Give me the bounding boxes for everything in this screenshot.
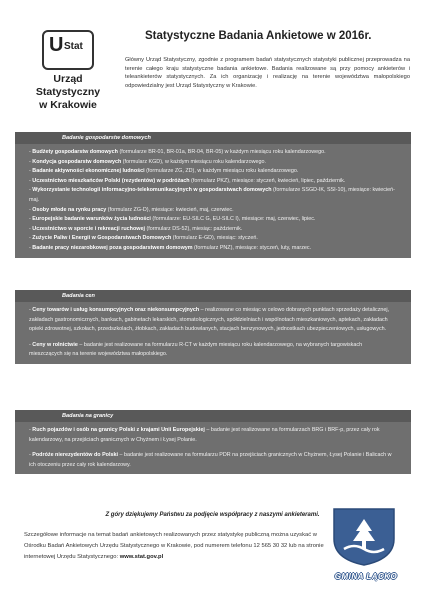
panel-heading: Badania na granicy bbox=[15, 410, 411, 422]
item-name: Wykorzystanie technologii informacyjno-telekomunikacyjnych w gospodarstwach domowych bbox=[32, 187, 272, 194]
item-detail: (formularz PKZ), miesiące: styczeń, kwiecień, lipiec, październik. bbox=[189, 177, 346, 184]
list-item: - Kondycja gospodarstw domowych (formularz KGD), w każdym miesiącu roku kalendarzowego. bbox=[29, 158, 266, 165]
item-name: Uczestnictwo w sporcie i rekreacji ruchowej bbox=[32, 225, 145, 232]
office-name bbox=[22, 73, 114, 112]
item-detail: (formularze: EU-SILC G, EU-SILC I), miesiące: maj, czerwiec, lipiec. bbox=[150, 216, 316, 223]
item-detail: – realizowane co miesiąc w celowo dobranych punktach sprzedaży detalicznej, zakładach gastronomicznych, bankach, gabinetach lekarskich, stomatologicznych, spółdzielniach i wspólnotach mieszkaniowych, aptekach, zakładach opieki zdrowotnej, szkołach, przedszkolach, żłobkach, zakładach budowlanych, stacjach benzynowych, jednostkach ubezpieczeniowych, usługowych. bbox=[29, 307, 390, 333]
list-item: - Ceny w rolnictwie – badanie jest realizowane na formularzu R-CT w każdym miesiącu roku kalendarzowego, na wybranych targowiskach mieszczących się na terenie województwa małopolskiego. bbox=[29, 341, 363, 358]
panel-body bbox=[15, 422, 411, 474]
item-detail: (formularze SSGD-IK, SSI-10), miesiące: kwiecień-maj. bbox=[29, 187, 395, 203]
item-detail: (formularz E-GD), miesiąc: styczeń. bbox=[171, 235, 258, 242]
item-detail: (formularz ZG-D), miesiące: kwiecień, maj, czerwiec. bbox=[106, 206, 234, 213]
item-name: Ceny w rolnictwie bbox=[32, 341, 78, 348]
panel-heading: Badanie gospodarstw domowych bbox=[15, 132, 411, 144]
item-name: Osoby młode na rynku pracy bbox=[32, 206, 107, 213]
gmina-crest-icon bbox=[328, 505, 400, 567]
list-item: - Europejskie badanie warunków życia ludności (formularze: EU-SILC G, EU-SILC I), miesiące: maj, czerwiec, lipiec. bbox=[29, 216, 316, 223]
ustat-logo-mark bbox=[42, 30, 94, 70]
item-name: Uczestnictwo mieszkańców Polski (rezydentów) w podróżach bbox=[32, 177, 190, 184]
item-name: Zużycie Paliw i Energii w Gospodarstwach Domowych bbox=[32, 235, 172, 242]
gus-logo bbox=[22, 30, 114, 112]
intro-paragraph: Główny Urząd Statystyczny, zgodnie z programem badań statystycznych statystyki publicznej przeprowadza na terenie całego kraju statystyczne badania ankietowe. Badania realizowane są przy pomocy ankieterów i teleankieterów statystycznych. Za ich organizację i realizację na terenie województwa małopolskiego odpowiedzialny jest Urząd Statystyczny w Krakowie. bbox=[125, 57, 410, 89]
household-surveys-panel bbox=[15, 132, 411, 258]
item-detail: (formularz KGD), w każdym miesiącu roku kalendarzowego. bbox=[121, 158, 266, 165]
price-surveys-panel bbox=[15, 290, 411, 364]
item-name: Badanie pracy niezarobkowej poza gospodarstwem domowym bbox=[32, 244, 193, 251]
border-surveys-panel bbox=[15, 410, 411, 474]
item-name: Kondycja gospodarstw domowych bbox=[32, 158, 122, 165]
item-detail: (formularze ZG, ZD), w każdym miesiącu roku kalendarzowego. bbox=[144, 168, 299, 175]
list-item: - Ceny towarów i usług konsumpcyjnych oraz niekonsumpcyjnych – realizowane co miesiąc w celowo dobranych punktach sprzedaży detalicznej, zakładach gastronomicznych, bankach, gabinetach lekarskich, stomatologicznych, spółdzielniach i wspólnotach mieszkaniowych, aptekach, zakładach opieki zdrowotnej, szkołach, przedszkolach, żłobkach, zakładach budowlanych, stacjach benzynowych, jednostkach ubezpieczeniowych, usługowych. bbox=[29, 307, 390, 333]
list-item: - Budżety gospodarstw domowych (formularze BR-01, BR-01a, BR-04, BR-05) w każdym miesiącu roku kalendarzowego. bbox=[29, 149, 326, 155]
item-name: Europejskie badanie warunków życia ludności bbox=[32, 216, 151, 223]
footer-info bbox=[24, 530, 334, 563]
page-title: Statystyczne Badania Ankietowe w 2016r. bbox=[145, 30, 372, 42]
item-detail: (formularze BR-01, BR-01a, BR-04, BR-05) w każdym miesiącu roku kalendarzowego. bbox=[117, 149, 326, 155]
item-detail: – badanie jest realizowane na formularzu PDR na przejściach granicznych w Chyżnem, Łysej Polanie i Balicach w ich otoczeniu przez cały rok kalendarzowy. bbox=[29, 452, 392, 468]
list-item: - Uczestnictwo mieszkańców Polski (rezydentów) w podróżach (formularz PKZ), miesiące: styczeń, kwiecień, lipiec, październik. bbox=[29, 177, 346, 184]
list-item: - Badanie aktywności ekonomicznej ludności (formularze ZG, ZD), w każdym miesiącu roku kalendarzowego. bbox=[29, 168, 299, 175]
panel-body bbox=[15, 302, 411, 364]
footer-url-link[interactable]: www.stat.gov.pl bbox=[119, 554, 164, 560]
footer-text: Szczegółowe informacje na temat badań ankietowych realizowanych przez statystykę publiczną można uzyskać w Ośrodku Badań Ankietowych Urzędu Statystycznego w Krakowie, pod numerem telefonu 12 565 30 32 lub na stronie internetowej Urzędu Statystycznego: bbox=[24, 532, 324, 560]
panel-heading: Badania cen bbox=[15, 290, 411, 302]
thanks-note: Z góry dziękujemy Państwu za podjęcie współpracy z naszymi ankieterami. bbox=[105, 512, 320, 518]
item-name: Ruch pojazdów i osób na granicy Polski z krajami Unii Europejskiej bbox=[32, 427, 205, 433]
list-item: - Uczestnictwo w sporcie i rekreacji ruchowej (formularz DS-52), miesiąc: październik. bbox=[29, 225, 243, 232]
list-item: - Badanie pracy niezarobkowej poza gospodarstwem domowym (formularz PNZ), miesiące: styczeń, luty, marzec. bbox=[29, 244, 312, 251]
list-item: - Osoby młode na rynku pracy (formularz ZG-D), miesiące: kwiecień, maj, czerwiec. bbox=[29, 206, 234, 213]
office-name-line2: w Krakowie bbox=[39, 99, 97, 111]
logo-mark-letter: U bbox=[49, 34, 64, 56]
item-name: Podróże nierezydentów do Polski bbox=[32, 452, 118, 459]
panel-body bbox=[15, 144, 411, 258]
item-name: Budżety gospodarstw domowych bbox=[32, 149, 118, 155]
list-item: - Podróże nierezydentów do Polski – badanie jest realizowane na formularzu PDR na przejściach granicznych w Chyżnem, Łysej Polanie i Balicach w ich otoczeniu przez cały rok kalendarzowy. bbox=[29, 452, 392, 468]
item-name: Badanie aktywności ekonomicznej ludności bbox=[32, 168, 145, 175]
list-item: - Wykorzystanie technologii informacyjno-telekomunikacyjnych w gospodarstwach domowych (formularze SSGD-IK, SSI-10), miesiące: kwiecień-maj. bbox=[29, 187, 395, 203]
item-detail: – badanie jest realizowane na formularzach BRG i BRF-p, przez cały rok kalendarzowy, na przejściach granicznych w Chyżnem i Łysej Polanie. bbox=[29, 427, 380, 443]
list-item: - Zużycie Paliw i Energii w Gospodarstwach Domowych (formularz E-GD), miesiąc: styczeń. bbox=[29, 235, 258, 242]
office-name-line1: Urząd Statystyczny bbox=[35, 73, 101, 98]
item-detail: (formularz DS-52), miesiąc: październik. bbox=[144, 225, 243, 232]
list-item: - Ruch pojazdów i osób na granicy Polski z krajami Unii Europejskiej – badanie jest realizowane na formularzach BRG i BRF-p, przez cały rok kalendarzowy, na przejściach granicznych w Chyżnem i Łysej Polanie. bbox=[29, 427, 380, 443]
item-detail: – badanie jest realizowane na formularzu R-CT w każdym miesiącu roku kalendarzowego, na wybranych targowiskach mieszczących się na terenie województwa małopolskiego. bbox=[29, 341, 363, 358]
logo-mark-stat: Stat bbox=[64, 41, 83, 52]
crest-label: GMINA LĄCKO bbox=[334, 572, 398, 581]
item-detail: (formularz PNZ), miesiące: styczeń, luty, marzec. bbox=[192, 244, 312, 251]
item-name: Ceny towarów i usług konsumpcyjnych oraz niekonsumpcyjnych bbox=[32, 307, 200, 313]
